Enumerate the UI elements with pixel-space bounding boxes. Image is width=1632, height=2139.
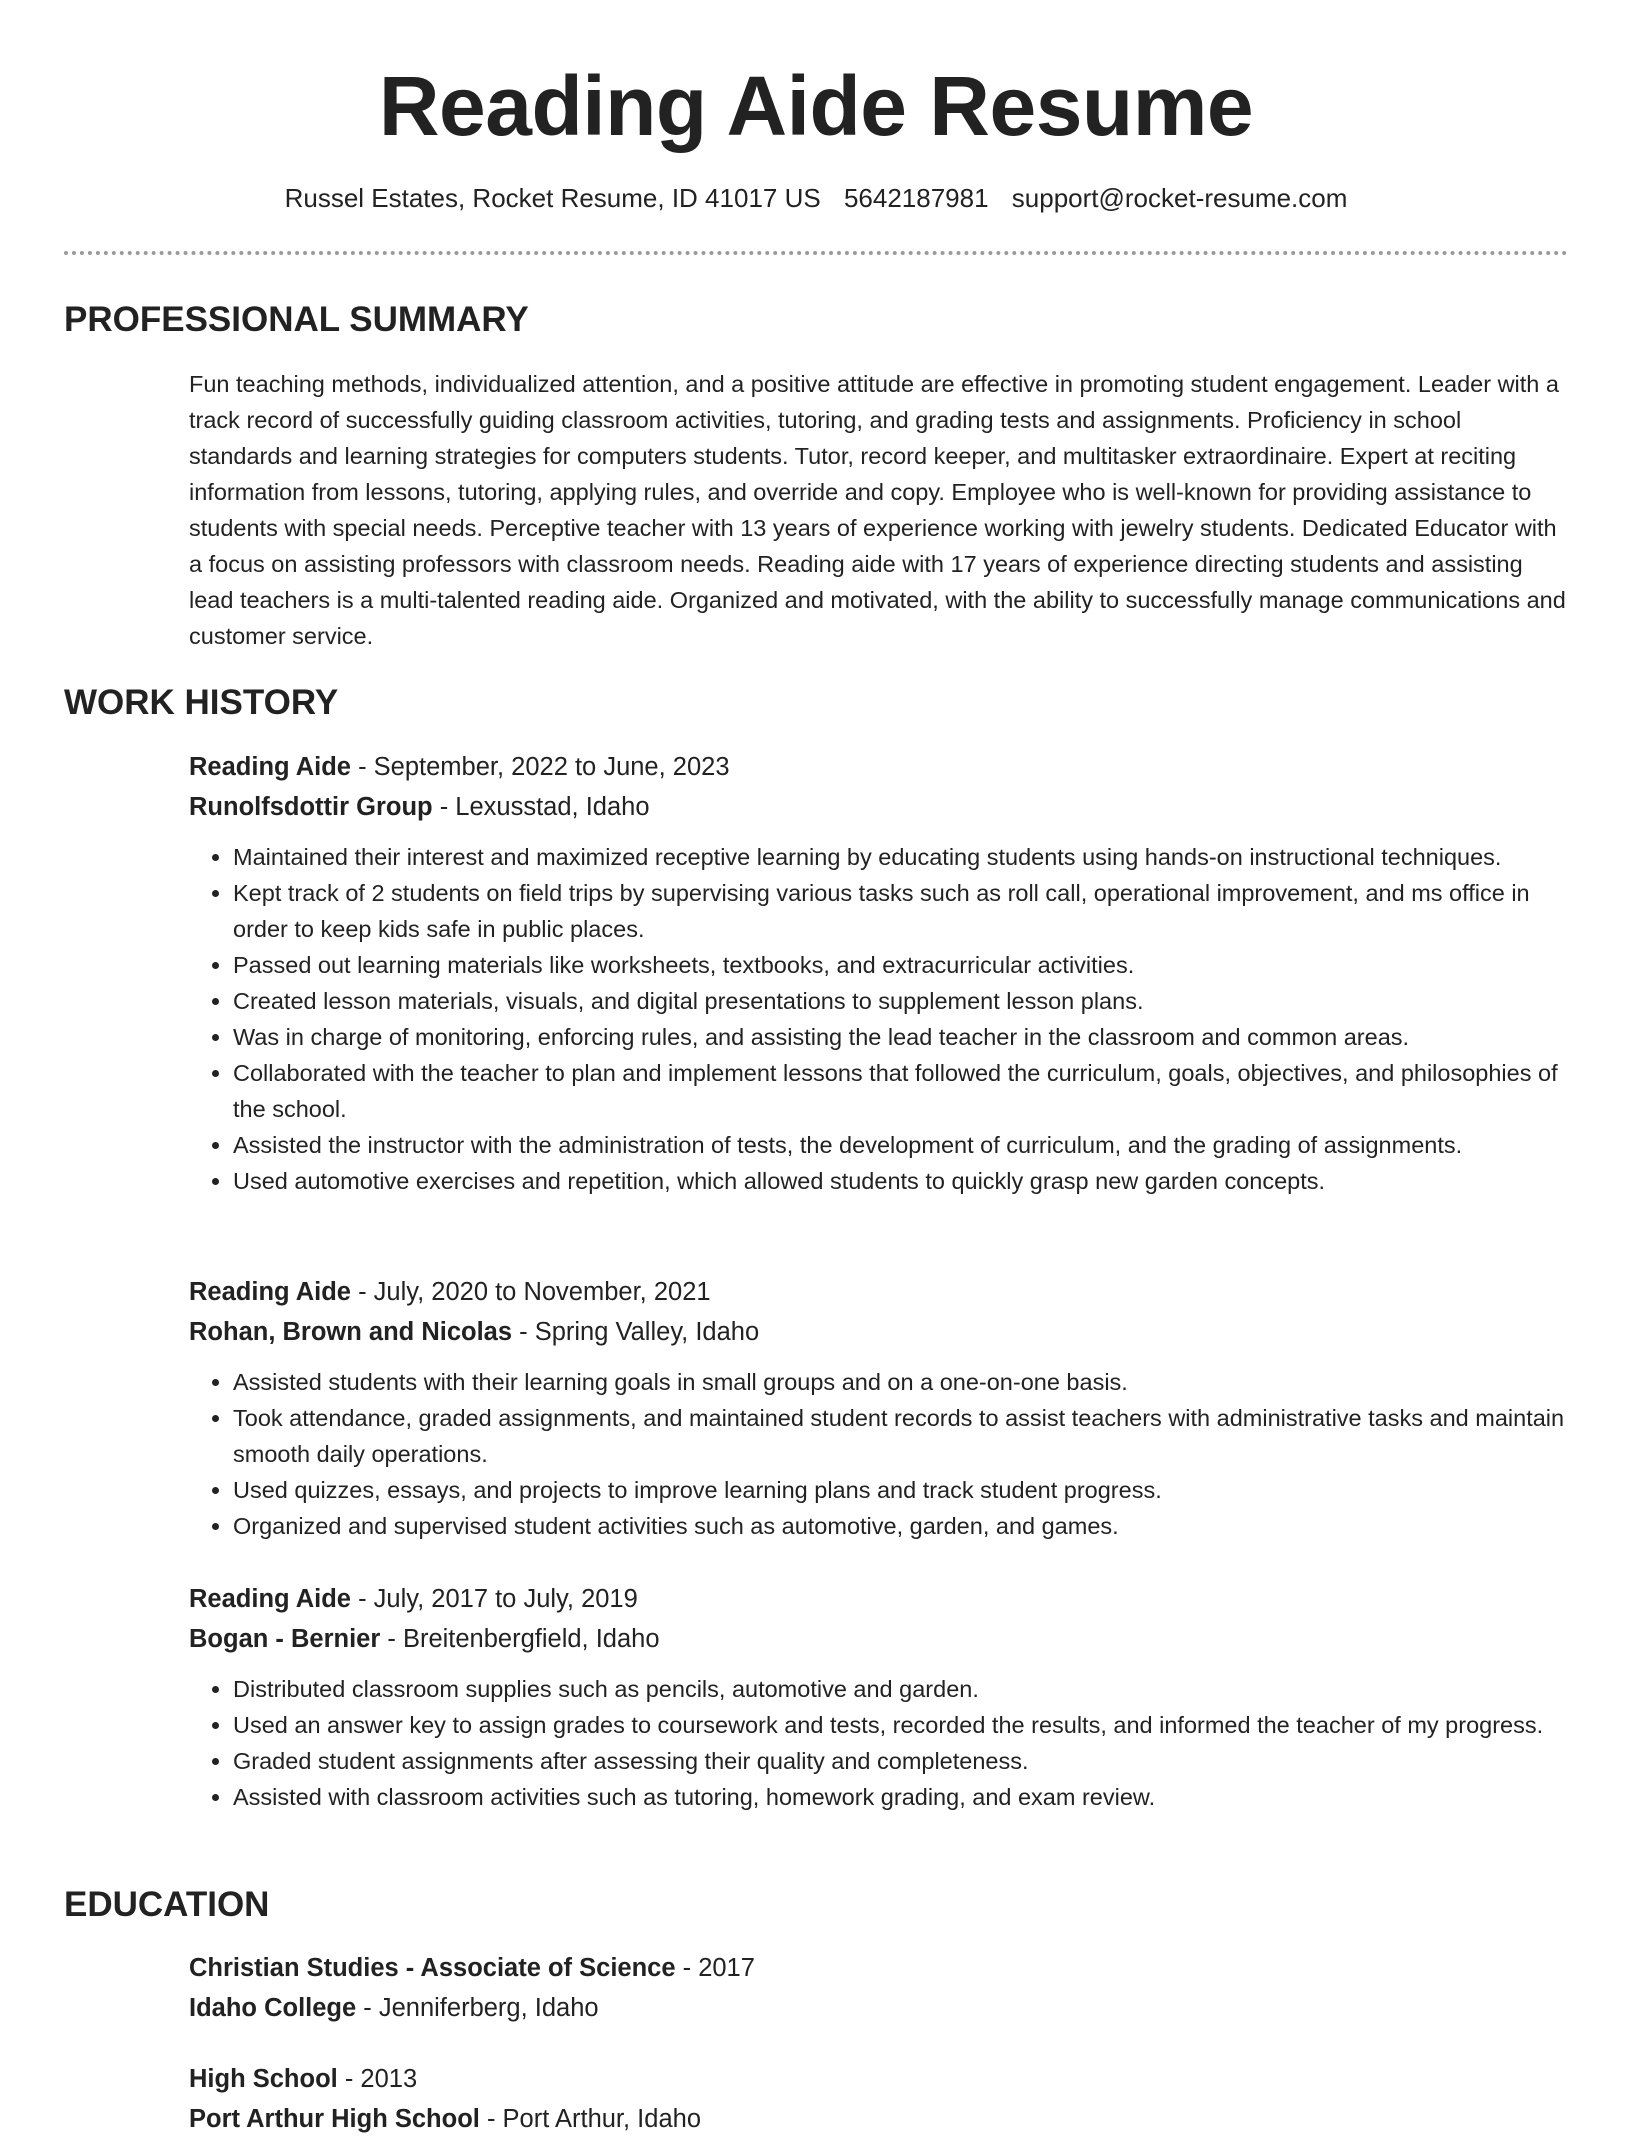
job-bullet: • Created lesson materials, visuals, and digital presentations to supplement lesson plans. [233,983,1569,1019]
job-bullet: • Took attendance, graded assignments, and maintained student records to assist teachers with administrative tasks and maintain smooth daily operations. [233,1400,1569,1472]
education-school: Port Arthur High School [189,2105,480,2133]
job-location: - Breitenbergfield, Idaho [380,1625,660,1653]
job-company: Runolfsdottir Group [189,793,433,821]
summary-text: Fun teaching methods, individualized attention, and a positive attitude are effective in promoting student engagement. Leader with a track record of successfully guiding classroom activities, tutoring, and grading tests and assignments. Proficiency in school standards and learning strategies for computers students. Tutor, record keeper, and multitasker extraordinaire. Expert at reciting information from lessons, tutoring, applying rules, and override and copy. Employee who is well-known for providing assistance to students with special needs. Perceptive teacher with 13 years of experience working with jewelry students. Dedicated Educator with a focus on assisting professors with classroom needs. Reading aide with 17 years of experience directing students and assisting lead teachers is a multi-talented reading aide. Organized and motivated, with the ability to successfully manage communications and customer service. [189,371,1566,649]
contact-email: support@rocket-resume.com [1011,183,1348,213]
job-location: - Lexusstad, Idaho [432,793,650,821]
education-school-line [189,2099,1569,2139]
education-degree: High School [189,2065,338,2093]
job-bullet: • Collaborated with the teacher to plan and implement lessons that followed the curriculum, goals, objectives, and philosophies of the school. [233,1055,1569,1127]
job-location: - Spring Valley, Idaho [512,1318,760,1346]
job-title: Reading Aide [189,1585,351,1613]
job-bullets [189,839,1569,1199]
job-bullet: • Distributed classroom supplies such as pencils, automotive and garden. [233,1671,1569,1707]
education-year: - 2017 [675,1954,755,1982]
job-dates: - July, 2017 to July, 2019 [351,1585,638,1613]
job-title: Reading Aide [189,753,351,781]
education-entry [189,2059,1569,2139]
job-bullet: • Passed out learning materials like worksheets, textbooks, and extracurricular activities. [233,947,1569,983]
job-bullet: • Assisted the instructor with the administration of tests, the development of curriculum, and the grading of assignments. [233,1127,1569,1163]
job-entry [189,747,1569,1199]
education-year: - 2013 [337,2065,418,2093]
job-bullet: • Used an answer key to assign grades to coursework and tests, recorded the results, and informed the teacher of my progress. [233,1707,1569,1743]
job-company-line [189,1619,1569,1659]
work-history-heading: WORK HISTORY [64,683,339,722]
job-bullets [189,1671,1569,1815]
job-bullet: • Used quizzes, essays, and projects to improve learning plans and track student progress. [233,1472,1569,1508]
education-entry [189,1948,1569,2028]
education-school-line [189,1988,1569,2028]
job-bullet: • Assisted with classroom activities such as tutoring, homework grading, and exam review. [233,1779,1569,1815]
job-bullet: • Organized and supervised student activities such as automotive, garden, and games. [233,1508,1569,1544]
job-entry [189,1579,1569,1815]
education-degree-line [189,1948,1569,1988]
education-heading: EDUCATION [64,1885,270,1924]
contact-line [0,180,1632,216]
job-company-line [189,787,1569,827]
job-bullets [189,1364,1569,1544]
education-location: - Port Arthur, Idaho [479,2105,701,2133]
job-company-line [189,1312,1569,1352]
job-bullet: • Maintained their interest and maximized receptive learning by educating students using hands-on instructional techniques. [233,839,1569,875]
job-bullet: • Was in charge of monitoring, enforcing rules, and assisting the lead teacher in the classroom and common areas. [233,1019,1569,1055]
job-bullet: • Kept track of 2 students on field trips by supervising various tasks such as roll call, operational improvement, and ms office in order to keep kids safe in public places. [233,875,1569,947]
job-dates: - July, 2020 to November, 2021 [351,1278,711,1306]
contact-address: Russel Estates, Rocket Resume, ID 41017 US [284,183,821,213]
job-title-line [189,1272,1569,1312]
job-dates: - September, 2022 to June, 2023 [351,753,730,781]
job-company: Rohan, Brown and Nicolas [189,1318,513,1346]
job-title-line [189,747,1569,787]
resume-title: Reading Aide Resume [378,59,1254,153]
job-company: Bogan - Bernier [189,1625,381,1653]
job-title: Reading Aide [189,1278,351,1306]
education-school: Idaho College [189,1994,357,2022]
job-bullet: • Graded student assignments after assessing their quality and completeness. [233,1743,1569,1779]
header-divider [64,251,1568,255]
education-degree: Christian Studies - Associate of Science [189,1954,676,1982]
contact-phone: 5642187981 [843,183,989,213]
summary-heading: PROFESSIONAL SUMMARY [64,300,529,339]
job-bullet: • Assisted students with their learning goals in small groups and on a one-on-one basis. [233,1364,1569,1400]
education-location: - Jenniferberg, Idaho [356,1994,599,2022]
job-bullet: • Used automotive exercises and repetition, which allowed students to quickly grasp new garden concepts. [233,1163,1569,1199]
job-entry [189,1272,1569,1544]
education-degree-line [189,2059,1569,2099]
job-title-line [189,1579,1569,1619]
